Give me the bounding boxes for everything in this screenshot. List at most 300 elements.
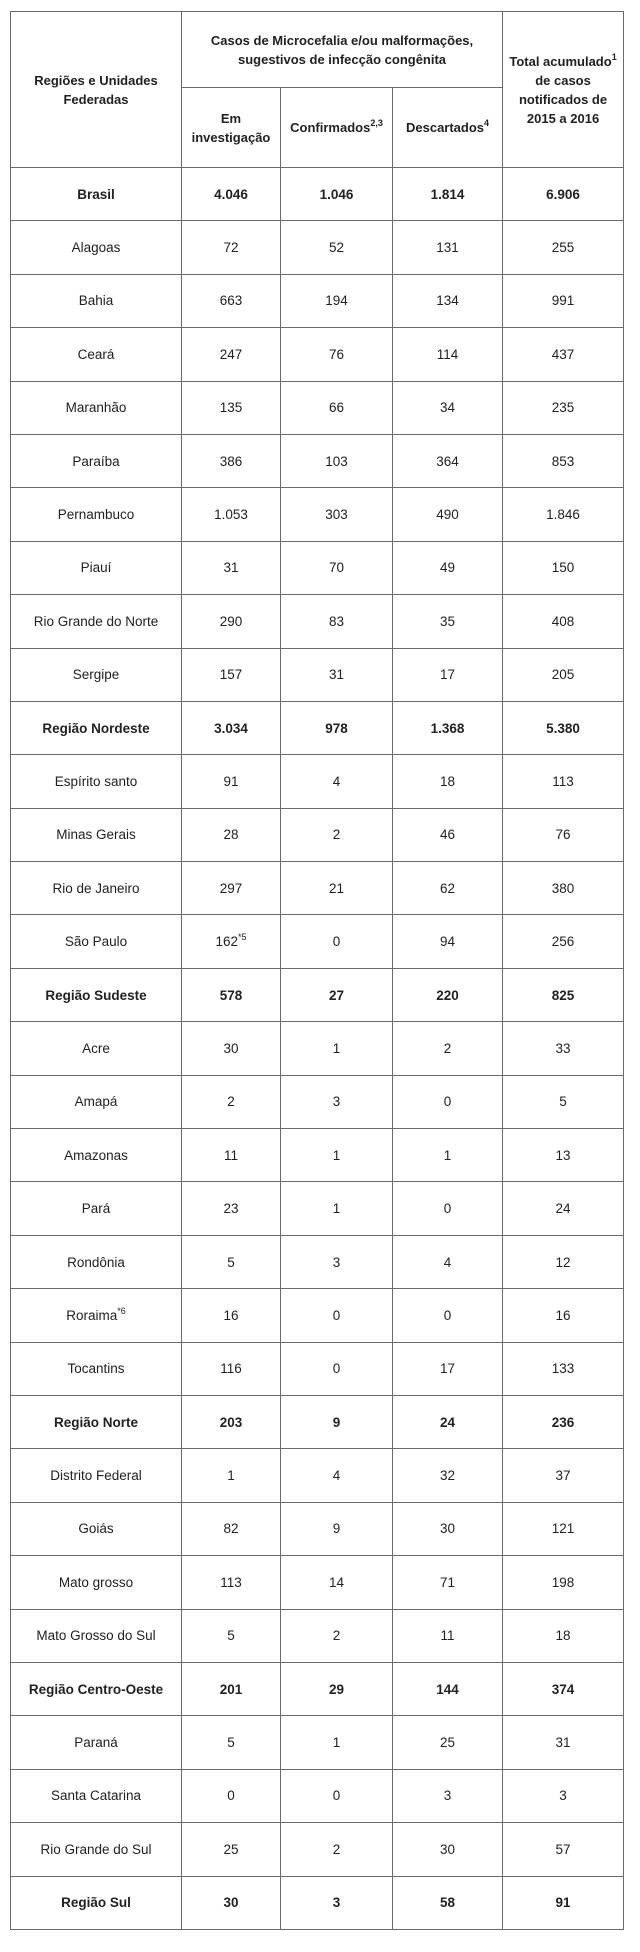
cell-investigation-value: 30 (223, 1895, 239, 1911)
cell-confirmed-value: 4 (332, 1468, 341, 1484)
cell-confirmed (281, 434, 393, 487)
cell-investigation-value: 0 (227, 1788, 235, 1804)
cell-confirmed-value: 4 (332, 773, 341, 789)
table-row (11, 595, 624, 648)
cell-discarded (393, 1556, 503, 1609)
cell-confirmed (281, 1235, 393, 1288)
cell-region-value: Maranhão (65, 400, 127, 416)
cell-total (503, 1289, 624, 1342)
header-total-line1: Total acumulado (509, 53, 612, 69)
cell-region-value: Região Sudeste (45, 987, 147, 1003)
cell-investigation (182, 755, 281, 808)
cell-total (503, 1609, 624, 1662)
table-total-row (11, 1662, 624, 1715)
cell-discarded-value: 1.814 (430, 186, 465, 202)
cell-investigation-value: 1.053 (214, 507, 248, 523)
cell-investigation (182, 1502, 281, 1555)
cell-total-value: 24 (555, 1201, 571, 1217)
cell-total (503, 328, 624, 381)
cell-total-value: 1.846 (546, 507, 580, 523)
cell-confirmed-value: 2 (332, 1841, 341, 1857)
cell-confirmed (281, 381, 393, 434)
cell-total (503, 1876, 624, 1929)
cell-total (503, 1129, 624, 1182)
cell-discarded-value: 34 (440, 400, 456, 416)
header-total-footnote: 1 (611, 51, 617, 62)
cell-region-value: Goiás (78, 1521, 114, 1537)
cell-total-value: 57 (555, 1841, 571, 1857)
cell-confirmed (281, 488, 393, 541)
cell-confirmed (281, 915, 393, 968)
cell-region (11, 1609, 182, 1662)
cell-investigation (182, 1609, 281, 1662)
cell-discarded (393, 808, 503, 861)
cell-confirmed-value: 31 (328, 667, 345, 683)
cell-total (503, 1823, 624, 1876)
table-row (11, 1289, 624, 1342)
cell-total (503, 381, 624, 434)
cell-discarded (393, 1395, 503, 1448)
cell-total (503, 968, 624, 1021)
cell-discarded-value: 3 (443, 1788, 452, 1804)
cell-confirmed (281, 968, 393, 1021)
cell-discarded-value: 2 (443, 1040, 452, 1056)
cell-confirmed-value: 14 (328, 1574, 345, 1590)
cell-investigation (182, 1556, 281, 1609)
cell-total-value: 437 (551, 346, 575, 362)
cell-confirmed (281, 168, 393, 221)
cell-investigation (182, 1075, 281, 1128)
header-discarded-label: Descartados (405, 120, 485, 135)
cell-region (11, 1502, 182, 1555)
cell-discarded-value: 4 (443, 1254, 452, 1270)
header-cases-group: Casos de Microcefalia e/ou malformações, sugestivos de infecção congênita (182, 12, 503, 88)
cell-confirmed (281, 274, 393, 327)
cell-confirmed-value: 70 (328, 560, 345, 576)
cell-confirmed-value: 1 (332, 1147, 341, 1163)
cell-total (503, 701, 624, 754)
header-total (503, 12, 624, 168)
cell-total (503, 1716, 624, 1769)
cell-investigation-value: 386 (219, 453, 243, 469)
cell-total (503, 274, 624, 327)
cell-investigation-value: 28 (223, 827, 239, 843)
cell-discarded (393, 1609, 503, 1662)
cell-discarded-value: 17 (440, 667, 456, 683)
cell-discarded (393, 1182, 503, 1235)
table-row (11, 434, 624, 487)
cell-region (11, 1022, 182, 1075)
cell-discarded (393, 1502, 503, 1555)
cell-confirmed (281, 221, 393, 274)
cell-investigation (182, 1235, 281, 1288)
cell-discarded-value: 71 (440, 1574, 456, 1590)
table-row (11, 1449, 624, 1502)
cell-confirmed (281, 1342, 393, 1395)
cell-investigation-value: 5 (227, 1254, 235, 1270)
cell-region-value: Rio de Janeiro (52, 880, 140, 896)
cell-region (11, 915, 182, 968)
table-row (11, 915, 624, 968)
cell-total-value: 255 (551, 240, 575, 256)
cell-total (503, 915, 624, 968)
cell-region (11, 968, 182, 1021)
cell-discarded-value: 134 (436, 293, 459, 309)
cell-total (503, 221, 624, 274)
cell-region (11, 1075, 182, 1128)
cell-discarded (393, 1235, 503, 1288)
cell-total-value: 380 (551, 880, 575, 896)
cell-investigation-value: 30 (223, 1040, 239, 1056)
cell-total (503, 808, 624, 861)
cell-confirmed (281, 1716, 393, 1769)
cell-confirmed (281, 862, 393, 915)
cell-discarded (393, 915, 503, 968)
cell-total-value: 853 (551, 453, 575, 469)
cell-region-value: Ceará (77, 346, 115, 362)
cell-investigation-value: 247 (219, 346, 243, 362)
cell-confirmed (281, 595, 393, 648)
cell-investigation (182, 1342, 281, 1395)
table-row (11, 488, 624, 541)
cell-region-value: Distrito Federal (50, 1468, 142, 1484)
table-row (11, 1129, 624, 1182)
cell-total (503, 168, 624, 221)
table-row (11, 1556, 624, 1609)
cell-investigation (182, 968, 281, 1021)
cell-discarded (393, 274, 503, 327)
table-total-row (11, 1395, 624, 1448)
cell-investigation-value: 31 (223, 560, 239, 576)
cell-region (11, 755, 182, 808)
cell-discarded-value: 18 (440, 773, 456, 789)
cell-investigation-value: 82 (223, 1521, 239, 1537)
microcephaly-cases-table (10, 11, 624, 1930)
cell-confirmed (281, 1876, 393, 1929)
cell-confirmed-value: 76 (328, 346, 345, 362)
cell-investigation (182, 274, 281, 327)
cell-region (11, 488, 182, 541)
cell-total (503, 488, 624, 541)
cell-confirmed (281, 755, 393, 808)
cell-total (503, 1502, 624, 1555)
cell-confirmed-value: 9 (332, 1521, 341, 1537)
cell-investigation-value: 91 (223, 773, 239, 789)
cell-confirmed-value: 0 (332, 1361, 341, 1377)
table-row (11, 1022, 624, 1075)
cell-region-value: Região Nordeste (42, 720, 150, 736)
cell-region (11, 541, 182, 594)
cell-total-value: 13 (555, 1147, 571, 1163)
cell-discarded (393, 1449, 503, 1502)
cell-investigation (182, 648, 281, 701)
cell-region-value: Rondônia (67, 1254, 125, 1270)
cell-investigation-value: 16 (223, 1307, 239, 1323)
cell-confirmed (281, 1395, 393, 1448)
cell-investigation-value: 1 (227, 1468, 235, 1484)
cell-discarded (393, 221, 503, 274)
cell-total-value: 5 (559, 1094, 567, 1110)
cell-confirmed (281, 1022, 393, 1075)
cell-region-value: Região Norte (53, 1414, 138, 1430)
cell-discarded-value: 0 (443, 1094, 452, 1110)
cell-total-value: 5.380 (546, 720, 580, 736)
cell-region-value: Piauí (80, 560, 112, 576)
cell-total-value: 256 (551, 934, 575, 950)
cell-region-value: Região Sul (61, 1895, 131, 1911)
cell-region-value: Acre (82, 1040, 110, 1056)
cell-confirmed-value: 1.046 (319, 186, 354, 202)
header-confirmed-footnote: 2,3 (370, 118, 383, 128)
cell-discarded-value: 94 (440, 934, 456, 950)
cell-confirmed-value: 52 (328, 240, 345, 256)
cell-total-value: 150 (551, 560, 575, 576)
cell-investigation-value: 116 (220, 1361, 242, 1377)
cell-total (503, 595, 624, 648)
cell-total (503, 1449, 624, 1502)
cell-investigation (182, 1823, 281, 1876)
cell-investigation (182, 381, 281, 434)
cell-total-value: 991 (551, 293, 575, 309)
cell-total (503, 541, 624, 594)
cell-discarded (393, 1876, 503, 1929)
cell-confirmed (281, 1769, 393, 1822)
cell-total-value: 198 (551, 1574, 575, 1590)
table-row (11, 862, 624, 915)
cell-discarded-value: 17 (440, 1361, 456, 1377)
header-investigation: Em investigação (182, 88, 281, 168)
cell-discarded-value: 30 (440, 1521, 456, 1537)
cell-total (503, 648, 624, 701)
cell-confirmed-value: 27 (328, 987, 345, 1003)
cell-region-value: Sergipe (72, 667, 120, 683)
cell-investigation-value: 578 (219, 987, 243, 1003)
table-row (11, 755, 624, 808)
cell-investigation (182, 862, 281, 915)
table-row (11, 1342, 624, 1395)
cell-discarded (393, 1129, 503, 1182)
cell-confirmed-value: 83 (328, 613, 345, 629)
cell-region (11, 434, 182, 487)
cell-investigation-value: 3.034 (214, 720, 248, 736)
cell-region-value: Bahia (78, 293, 114, 309)
cell-discarded (393, 1823, 503, 1876)
cell-discarded-value: 25 (440, 1735, 456, 1751)
cell-region (11, 1182, 182, 1235)
cell-total (503, 862, 624, 915)
cell-discarded (393, 1342, 503, 1395)
cell-region (11, 168, 182, 221)
cell-confirmed (281, 648, 393, 701)
cell-confirmed-value: 103 (325, 453, 348, 469)
cell-region-value: Pernambuco (57, 507, 135, 523)
cell-investigation (182, 595, 281, 648)
cell-total-value: 33 (555, 1040, 571, 1056)
cell-investigation (182, 434, 281, 487)
cell-investigation-value: 5 (227, 1735, 235, 1751)
table-row (11, 328, 624, 381)
cell-investigation-value: 72 (223, 240, 239, 256)
cell-confirmed-value: 303 (325, 507, 348, 523)
cell-investigation (182, 1662, 281, 1715)
cell-total-value: 18 (555, 1628, 571, 1644)
table-row (11, 1716, 624, 1769)
cell-confirmed (281, 1449, 393, 1502)
cell-confirmed (281, 1289, 393, 1342)
cell-discarded-value: 490 (436, 507, 459, 523)
table-row (11, 1502, 624, 1555)
cell-discarded (393, 434, 503, 487)
cell-investigation (182, 1182, 281, 1235)
cell-total-value: 113 (552, 773, 574, 789)
cell-confirmed-value: 3 (332, 1094, 341, 1110)
cell-confirmed-value: 0 (332, 934, 341, 950)
cell-total-value: 76 (555, 827, 571, 843)
table-body (11, 168, 624, 1930)
cell-discarded (393, 1769, 503, 1822)
cell-investigation-value: 162 (215, 934, 238, 950)
cell-total (503, 1395, 624, 1448)
cell-total-value: 408 (551, 613, 575, 629)
cell-region-value: São Paulo (64, 934, 128, 950)
footnote-marker: *6 (117, 1305, 126, 1316)
cell-investigation (182, 1395, 281, 1448)
cell-confirmed-value: 3 (332, 1254, 341, 1270)
cell-investigation-value: 113 (220, 1574, 242, 1590)
table-row (11, 541, 624, 594)
cell-confirmed-value: 21 (328, 880, 345, 896)
cell-region (11, 1449, 182, 1502)
cell-region-value: Espírito santo (54, 773, 138, 789)
table-row (11, 381, 624, 434)
cell-region-value: Santa Catarina (50, 1788, 142, 1804)
cell-confirmed-value: 3 (332, 1895, 341, 1911)
cell-confirmed-value: 2 (332, 1628, 341, 1644)
cell-region-value: Pará (81, 1201, 111, 1217)
cell-investigation (182, 1022, 281, 1075)
cell-discarded-value: 62 (440, 880, 456, 896)
cell-total (503, 1769, 624, 1822)
cell-region-value: Rio Grande do Norte (33, 613, 159, 629)
cell-investigation (182, 1129, 281, 1182)
cell-confirmed-value: 66 (328, 400, 345, 416)
cell-region (11, 701, 182, 754)
cell-region (11, 1289, 182, 1342)
cell-investigation (182, 1449, 281, 1502)
table-header (11, 12, 624, 168)
table-total-row (11, 701, 624, 754)
cell-discarded-value: 220 (436, 987, 459, 1003)
cell-region-value: Brasil (77, 186, 115, 202)
cell-investigation (182, 1769, 281, 1822)
cell-discarded (393, 381, 503, 434)
cell-confirmed (281, 808, 393, 861)
cell-investigation (182, 1716, 281, 1769)
cell-total (503, 1342, 624, 1395)
cell-confirmed-value: 1 (332, 1201, 341, 1217)
cell-investigation (182, 1876, 281, 1929)
cell-discarded (393, 1022, 503, 1075)
cell-total-value: 37 (555, 1468, 571, 1484)
cell-confirmed-value: 0 (332, 1788, 341, 1804)
cell-discarded (393, 701, 503, 754)
cell-discarded-value: 46 (440, 827, 456, 843)
cell-confirmed (281, 1129, 393, 1182)
cell-region (11, 808, 182, 861)
microcephaly-table-container (10, 11, 624, 1930)
cell-confirmed (281, 328, 393, 381)
header-total-line2: de casos notificados de 2015 a 2016 (518, 72, 608, 126)
cell-total-value: 825 (551, 987, 575, 1003)
cell-region (11, 648, 182, 701)
cell-discarded-value: 364 (436, 453, 459, 469)
cell-region-value: Amazonas (64, 1147, 128, 1163)
cell-region-value: Região Centro-Oeste (28, 1681, 164, 1697)
cell-investigation-value: 157 (219, 667, 243, 683)
cell-confirmed-value: 0 (332, 1307, 341, 1323)
cell-discarded-value: 32 (440, 1468, 456, 1484)
cell-confirmed (281, 1609, 393, 1662)
cell-confirmed-value: 1 (332, 1735, 341, 1751)
cell-region-value: Tocantins (67, 1361, 125, 1377)
cell-investigation-value: 2 (227, 1094, 235, 1110)
cell-discarded (393, 1289, 503, 1342)
header-discarded-footnote: 4 (484, 118, 490, 128)
cell-investigation-value: 201 (219, 1681, 243, 1697)
cell-discarded-value: 24 (440, 1414, 456, 1430)
cell-region (11, 1716, 182, 1769)
cell-discarded-value: 49 (440, 560, 456, 576)
cell-discarded (393, 168, 503, 221)
table-total-row (11, 968, 624, 1021)
cell-total (503, 1182, 624, 1235)
cell-region (11, 328, 182, 381)
cell-investigation (182, 1289, 281, 1342)
cell-total-value: 121 (551, 1521, 575, 1537)
header-confirmed-label: Confirmados (290, 120, 371, 135)
cell-discarded (393, 541, 503, 594)
cell-confirmed-value: 9 (332, 1414, 341, 1430)
cell-total-value: 236 (551, 1414, 575, 1430)
cell-total (503, 755, 624, 808)
cell-investigation (182, 915, 281, 968)
cell-discarded (393, 968, 503, 1021)
cell-region-value: Paraíba (72, 453, 120, 469)
cell-confirmed (281, 1556, 393, 1609)
cell-investigation-value: 23 (223, 1201, 239, 1217)
cell-total-value: 205 (551, 667, 575, 683)
cell-discarded (393, 648, 503, 701)
cell-region (11, 1235, 182, 1288)
cell-confirmed (281, 701, 393, 754)
cell-region-value: Mato grosso (58, 1574, 134, 1590)
cell-confirmed-value: 194 (325, 293, 348, 309)
cell-discarded-value: 1.368 (430, 720, 465, 736)
cell-confirmed (281, 1662, 393, 1715)
cell-investigation (182, 808, 281, 861)
cell-region-value: Amapá (74, 1094, 118, 1110)
header-discarded (393, 88, 503, 168)
table-row (11, 1769, 624, 1822)
cell-investigation (182, 488, 281, 541)
cell-confirmed-value: 29 (328, 1681, 345, 1697)
cell-investigation-value: 297 (219, 880, 243, 896)
cell-total-value: 235 (551, 400, 575, 416)
cell-discarded-value: 11 (440, 1628, 455, 1644)
cell-investigation (182, 221, 281, 274)
cell-confirmed-value: 1 (332, 1040, 341, 1056)
cell-investigation-value: 5 (227, 1628, 235, 1644)
